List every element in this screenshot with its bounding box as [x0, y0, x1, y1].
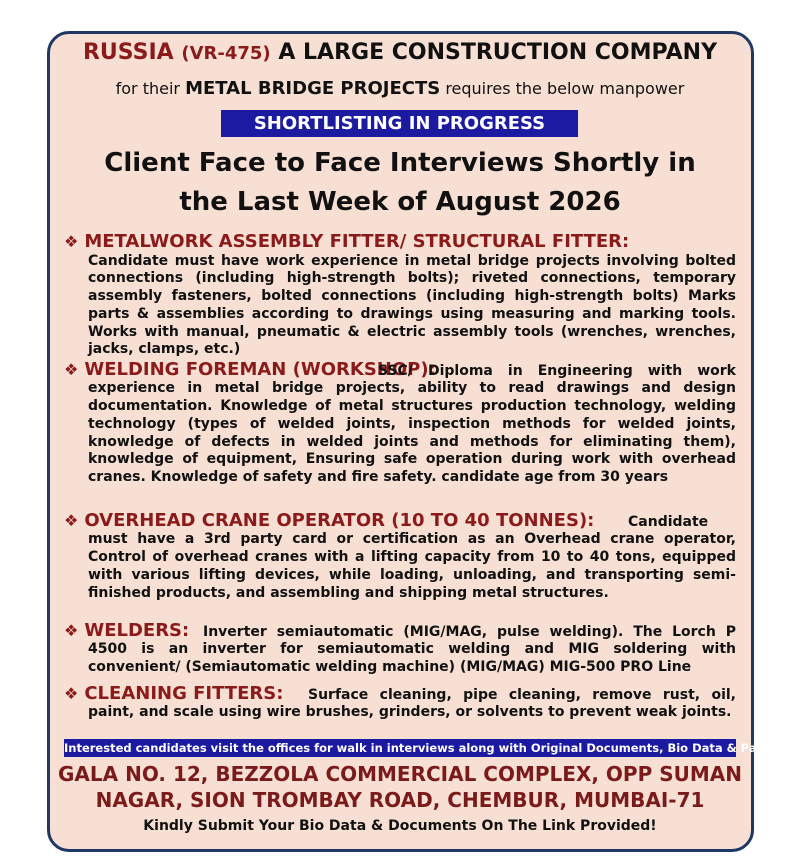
- interview-line-2: the Last Week of August 2026: [179, 187, 621, 217]
- job-item: [64, 361, 736, 487]
- job-description: Inverter semiautomatic (MIG/MAG, pulse welding). The Lorch P 4500 is an inverter for semiautomatic welding and MIG soldering with convenient/ (Semiautomatic welding machine) (MIG/MAG) MIG-500 PRO Line: [88, 623, 736, 676]
- header-line-2: [0, 78, 800, 99]
- job-description: Candidate must have a 3rd party card or certification as an Overhead crane operator, Control of overhead cranes with a lifting capacity from 10 to 40 tons, equipped with various lifting devices, while loading, unloading, and transporting semi-finished products, and assembling and shipping metal structures.: [88, 513, 736, 601]
- job-title: CLEANING FITTERS:: [84, 683, 284, 704]
- address-line-2: NAGAR, SION TROMBAY ROAD, CHEMBUR, MUMBAI-71: [95, 788, 705, 812]
- diamond-bullet-icon: ❖: [64, 232, 79, 251]
- job-title: WELDING FOREMAN (WORKSHOP):: [84, 359, 436, 380]
- job-item: [64, 622, 736, 677]
- diamond-bullet-icon: ❖: [64, 511, 79, 530]
- diamond-bullet-icon: ❖: [64, 360, 79, 379]
- header-line2-post: requires the below manpower: [445, 79, 685, 98]
- job-description: Surface cleaning, pipe cleaning, remove rust, oil, paint, and scale using wire brushes, grinders, or solvents to prevent weak joints.: [88, 686, 736, 721]
- job-item: [64, 685, 736, 722]
- job-item: [64, 512, 736, 602]
- walkin-banner: Interested candidates visit the offices for walk in interviews along with Original Documents, Bio Data & Passport: [64, 741, 798, 755]
- diamond-bullet-icon: ❖: [64, 621, 79, 640]
- diamond-bullet-icon: ❖: [64, 684, 79, 703]
- header-code: (VR-475): [181, 43, 271, 64]
- job-item: [64, 233, 736, 359]
- job-description: SSC/ Diploma in Engineering with work experience in metal bridge projects, ability to read drawings and design documentation. Knowledge of metal structures production technology, welding technology (types of welded joints, inspection methods for welded joints, knowledge of defects in welded joints and methods for eliminating them), knowledge of equipment, Ensuring safe operation during work with overhead cranes. Knowledge of safety and fire safety. candidate age from 30 years: [88, 362, 736, 485]
- shortlisting-banner: SHORTLISTING IN PROGRESS: [221, 110, 578, 137]
- interview-line-1: Client Face to Face Interviews Shortly in: [104, 148, 696, 178]
- header-company: A LARGE CONSTRUCTION COMPANY: [278, 40, 718, 65]
- header-line-1: [0, 40, 800, 65]
- job-title: OVERHEAD CRANE OPERATOR (10 TO 40 TONNES):: [84, 510, 595, 531]
- job-title: METALWORK ASSEMBLY FITTER/ STRUCTURAL FITTER:: [84, 231, 630, 252]
- job-description: Candidate must have work experience in metal bridge projects involving bolted connections (including high-strength bolts); riveted connections, temporary assembly fasteners, bolted connections (including high-strength bolts) Marks parts & assemblies according to drawings using measuring and marking tools. Works with manual, pneumatic & electric assembly tools (wrenches, wrenches, jacks, clamps, etc.): [88, 252, 736, 358]
- header-line2-bold: METAL BRIDGE PROJECTS: [185, 78, 441, 99]
- header-country: RUSSIA: [82, 40, 174, 65]
- submit-note: Kindly Submit Your Bio Data & Documents On The Link Provided!: [143, 818, 657, 834]
- address-line-1: GALA NO. 12, BEZZOLA COMMERCIAL COMPLEX, OPP SUMAN: [58, 762, 742, 786]
- header-line2-pre: for their: [115, 79, 180, 98]
- job-title: WELDERS:: [84, 620, 190, 641]
